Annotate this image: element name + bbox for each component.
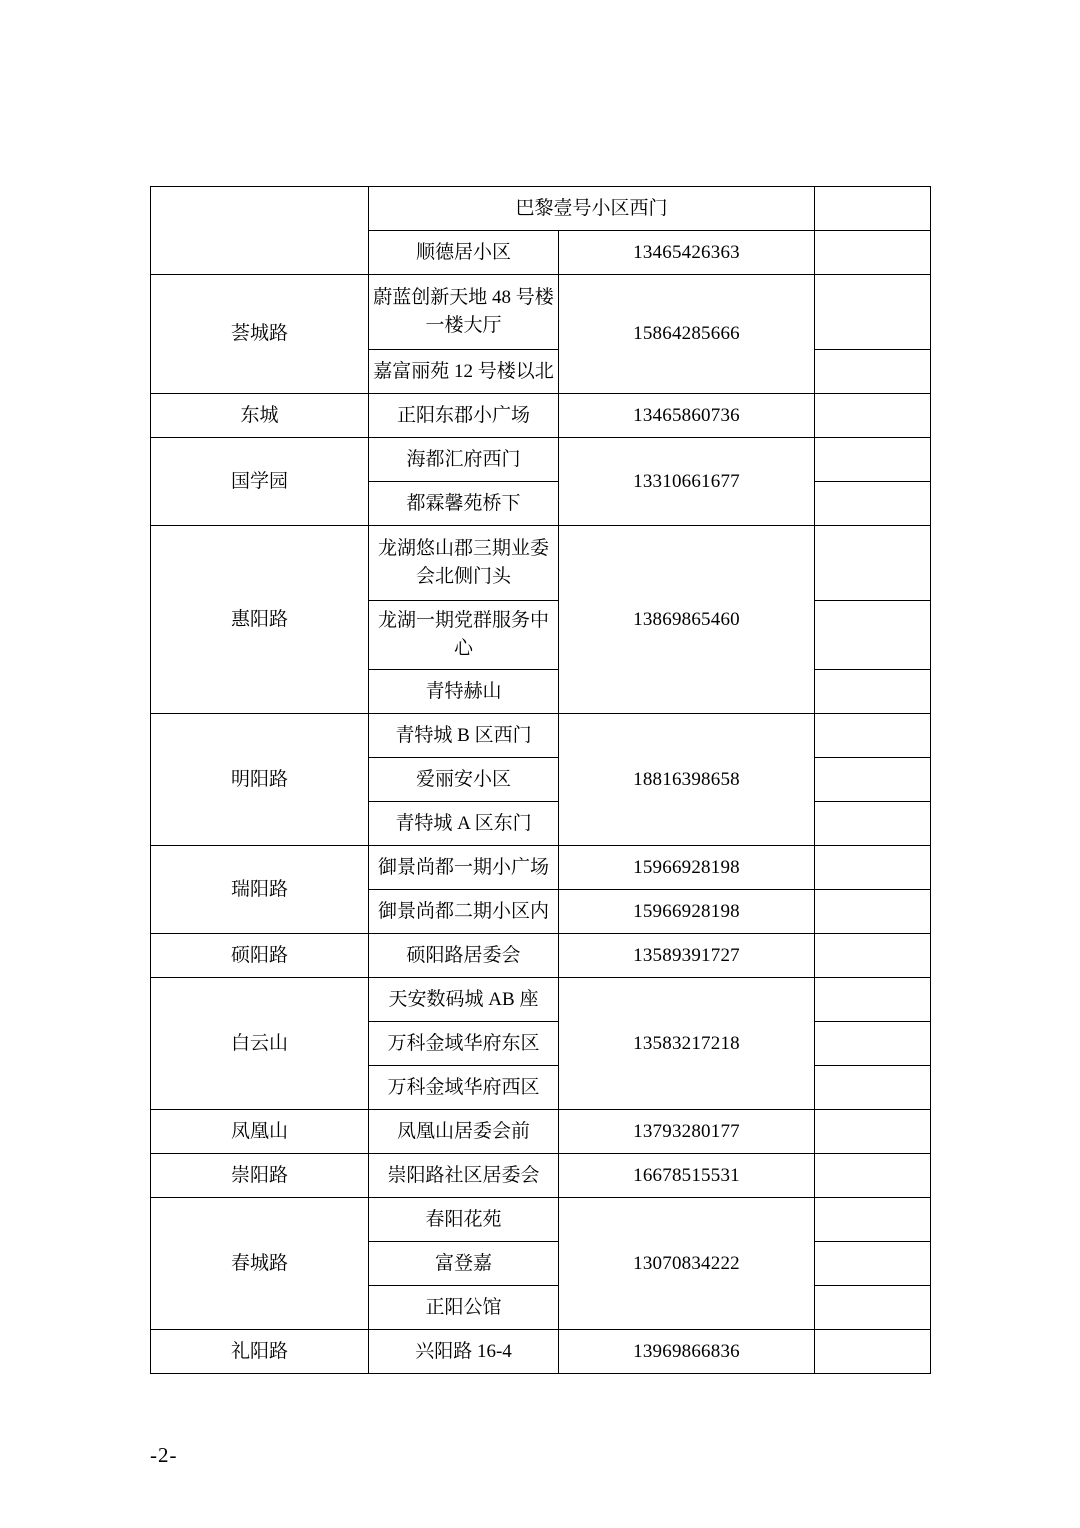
location-cell: 都霖馨苑桥下 (369, 482, 559, 526)
location-cell: 硕阳路居委会 (369, 934, 559, 978)
phone-cell: 15966928198 (559, 846, 815, 890)
note-cell (815, 187, 931, 231)
table-row (151, 934, 931, 978)
table-row (151, 275, 931, 350)
table-row (151, 438, 931, 482)
note-cell (815, 601, 931, 670)
phone-cell: 13465860736 (559, 394, 815, 438)
location-cell: 凤凰山居委会前 (369, 1110, 559, 1154)
location-cell: 御景尚都二期小区内 (369, 890, 559, 934)
note-cell (815, 934, 931, 978)
phone-cell: 18816398658 (559, 714, 815, 846)
table-row (151, 526, 931, 601)
area-cell: 春城路 (151, 1198, 369, 1330)
area-cell: 明阳路 (151, 714, 369, 846)
location-cell: 万科金域华府东区 (369, 1022, 559, 1066)
note-cell (815, 890, 931, 934)
note-cell (815, 670, 931, 714)
table-row (151, 714, 931, 758)
location-cell: 正阳公馆 (369, 1286, 559, 1330)
location-cell: 崇阳路社区居委会 (369, 1154, 559, 1198)
area-cell: 硕阳路 (151, 934, 369, 978)
note-cell (815, 1198, 931, 1242)
phone-cell: 16678515531 (559, 1154, 815, 1198)
location-cell: 青特城 A 区东门 (369, 802, 559, 846)
location-cell: 龙湖悠山郡三期业委会北侧门头 (369, 526, 559, 601)
note-cell (815, 802, 931, 846)
area-cell: 崇阳路 (151, 1154, 369, 1198)
phone-cell: 13969866836 (559, 1330, 815, 1374)
table-row (151, 1110, 931, 1154)
note-cell (815, 1242, 931, 1286)
location-cell: 爱丽安小区 (369, 758, 559, 802)
contact-points-table (150, 186, 931, 1374)
area-cell: 白云山 (151, 978, 369, 1110)
area-cell: 礼阳路 (151, 1330, 369, 1374)
location-cell: 春阳花苑 (369, 1198, 559, 1242)
page-number: -2- (150, 1443, 178, 1467)
note-cell (815, 1330, 931, 1374)
phone-cell: 15864285666 (559, 275, 815, 394)
location-cell: 龙湖一期党群服务中心 (369, 601, 559, 670)
phone-cell: 13793280177 (559, 1110, 815, 1154)
location-cell: 正阳东郡小广场 (369, 394, 559, 438)
note-cell (815, 350, 931, 394)
table-row (151, 187, 931, 231)
location-cell: 巴黎壹号小区西门 (369, 187, 815, 231)
note-cell (815, 1066, 931, 1110)
note-cell (815, 714, 931, 758)
phone-cell: 13465426363 (559, 231, 815, 275)
note-cell (815, 1286, 931, 1330)
area-cell (151, 187, 369, 275)
note-cell (815, 526, 931, 601)
note-cell (815, 1110, 931, 1154)
note-cell (815, 438, 931, 482)
table-row (151, 1154, 931, 1198)
location-cell: 兴阳路 16-4 (369, 1330, 559, 1374)
note-cell (815, 1022, 931, 1066)
location-cell: 嘉富丽苑 12 号楼以北 (369, 350, 559, 394)
phone-cell: 13589391727 (559, 934, 815, 978)
location-cell: 顺德居小区 (369, 231, 559, 275)
location-cell: 富登嘉 (369, 1242, 559, 1286)
table-row (151, 978, 931, 1022)
note-cell (815, 978, 931, 1022)
note-cell (815, 394, 931, 438)
note-cell (815, 275, 931, 350)
table-row (151, 846, 931, 890)
table-row (151, 394, 931, 438)
area-cell: 荟城路 (151, 275, 369, 394)
area-cell: 凤凰山 (151, 1110, 369, 1154)
note-cell (815, 231, 931, 275)
note-cell (815, 846, 931, 890)
phone-cell: 13583217218 (559, 978, 815, 1110)
area-cell: 瑞阳路 (151, 846, 369, 934)
location-cell: 御景尚都一期小广场 (369, 846, 559, 890)
note-cell (815, 1154, 931, 1198)
location-cell: 万科金域华府西区 (369, 1066, 559, 1110)
area-cell: 东城 (151, 394, 369, 438)
note-cell (815, 758, 931, 802)
location-cell: 海都汇府西门 (369, 438, 559, 482)
phone-cell: 13310661677 (559, 438, 815, 526)
note-cell (815, 482, 931, 526)
location-cell: 青特城 B 区西门 (369, 714, 559, 758)
area-cell: 惠阳路 (151, 526, 369, 714)
location-cell: 蔚蓝创新天地 48 号楼一楼大厅 (369, 275, 559, 350)
phone-cell: 15966928198 (559, 890, 815, 934)
table-row (151, 1198, 931, 1242)
location-cell: 天安数码城 AB 座 (369, 978, 559, 1022)
phone-cell: 13869865460 (559, 526, 815, 714)
location-cell: 青特赫山 (369, 670, 559, 714)
table-body (151, 187, 931, 1374)
area-cell: 国学园 (151, 438, 369, 526)
table-row (151, 1330, 931, 1374)
phone-cell: 13070834222 (559, 1198, 815, 1330)
